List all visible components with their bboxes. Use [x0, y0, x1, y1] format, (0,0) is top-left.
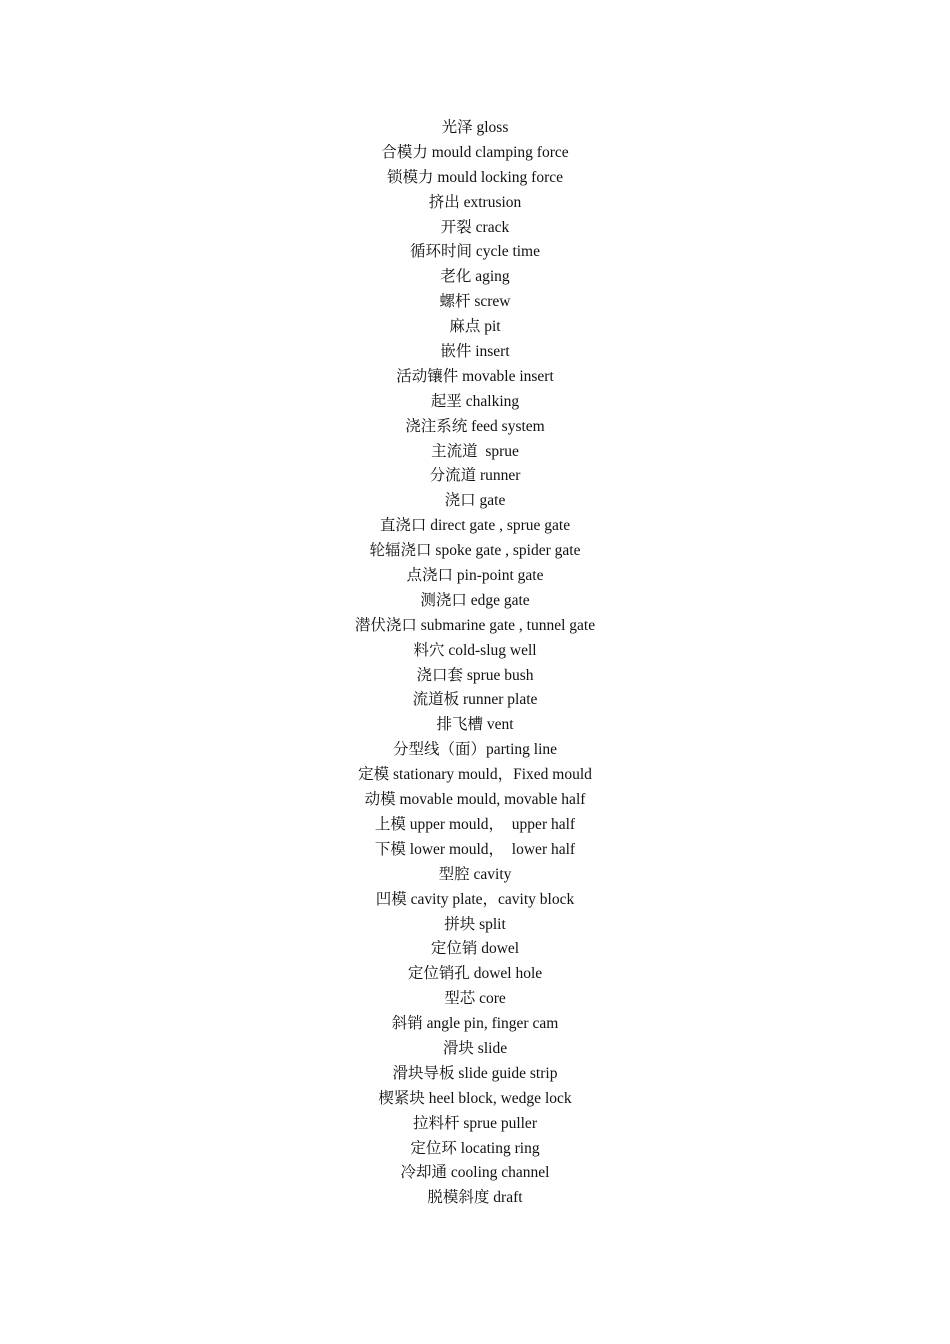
glossary-entry: 拼块 split — [444, 915, 506, 933]
glossary-entry: 滑块导板 slide guide strip — [392, 1064, 558, 1082]
glossary-entry: 起垩 chalking — [430, 392, 520, 410]
glossary-entry: 挤出 extrusion — [428, 193, 522, 211]
glossary-entry: 分流道 runner — [429, 467, 521, 485]
glossary-entry: 下模 lower mould， lower half — [374, 840, 576, 858]
glossary-entry: 拉料杆 sprue puller — [413, 1114, 537, 1132]
glossary-entry: 料穴 cold-slug well — [413, 641, 537, 659]
glossary-entry: 脱模斜度 draft — [427, 1189, 523, 1207]
glossary-entry: 点浇口 pin-point gate — [406, 567, 544, 585]
glossary-entry: 光泽 gloss — [441, 119, 509, 136]
glossary-entry: 分型线（面）parting line — [392, 741, 558, 759]
glossary-entry: 型腔 cavity — [438, 865, 512, 883]
glossary-entry: 浇口 gate — [444, 492, 506, 510]
glossary-entry: 循环时间 cycle time — [410, 243, 540, 261]
glossary-entry: 定位环 locating ring — [410, 1139, 540, 1157]
glossary-entry: 浇口套 sprue bush — [416, 666, 534, 684]
glossary-entry: 主流道 sprue — [431, 442, 519, 460]
glossary-entry: 潜伏浇口 submarine gate , tunnel gate — [354, 616, 596, 634]
glossary-entry: 斜销 angle pin, finger cam — [391, 1015, 559, 1033]
glossary-entry: 合模力 mould clamping force — [381, 143, 569, 161]
glossary-entry: 楔紧块 heel block, wedge lock — [378, 1089, 572, 1107]
glossary-entry: 老化 aging — [440, 268, 510, 286]
glossary-entry: 锁模力 mould locking force — [386, 168, 564, 186]
glossary-entry: 冷却通 cooling channel — [400, 1164, 550, 1182]
glossary-entry: 排飞槽 vent — [436, 716, 514, 734]
glossary-entry: 活动镶件 movable insert — [396, 367, 554, 385]
glossary-list — [0, 116, 950, 1211]
glossary-entry: 流道板 runner plate — [412, 691, 538, 709]
glossary-entry: 浇注系统 feed system — [405, 417, 545, 435]
glossary-entry: 动模 movable mould, movable half — [364, 791, 586, 809]
glossary-entry: 开裂 crack — [440, 218, 510, 236]
glossary-entry: 测浇口 edge gate — [420, 591, 530, 609]
glossary-entry: 轮辐浇口 spoke gate , spider gate — [369, 542, 581, 560]
glossary-entry: 螺杆 screw — [439, 293, 511, 311]
glossary-entry: 麻点 pit — [449, 318, 501, 336]
glossary-entry: 滑块 slide — [442, 1039, 508, 1057]
glossary-entry: 定模 stationary mould，Fixed mould — [358, 766, 592, 784]
glossary-entry: 直浇口 direct gate , sprue gate — [379, 517, 571, 535]
glossary-entry: 型芯 core — [444, 990, 506, 1008]
glossary-entry: 定位销孔 dowel hole — [407, 965, 543, 983]
glossary-entry: 上模 upper mould， upper half — [374, 815, 576, 833]
glossary-entry: 嵌件 insert — [440, 343, 510, 361]
glossary-entry: 定位销 dowel — [430, 940, 520, 958]
glossary-entry: 凹模 cavity plate，cavity block — [375, 890, 575, 908]
